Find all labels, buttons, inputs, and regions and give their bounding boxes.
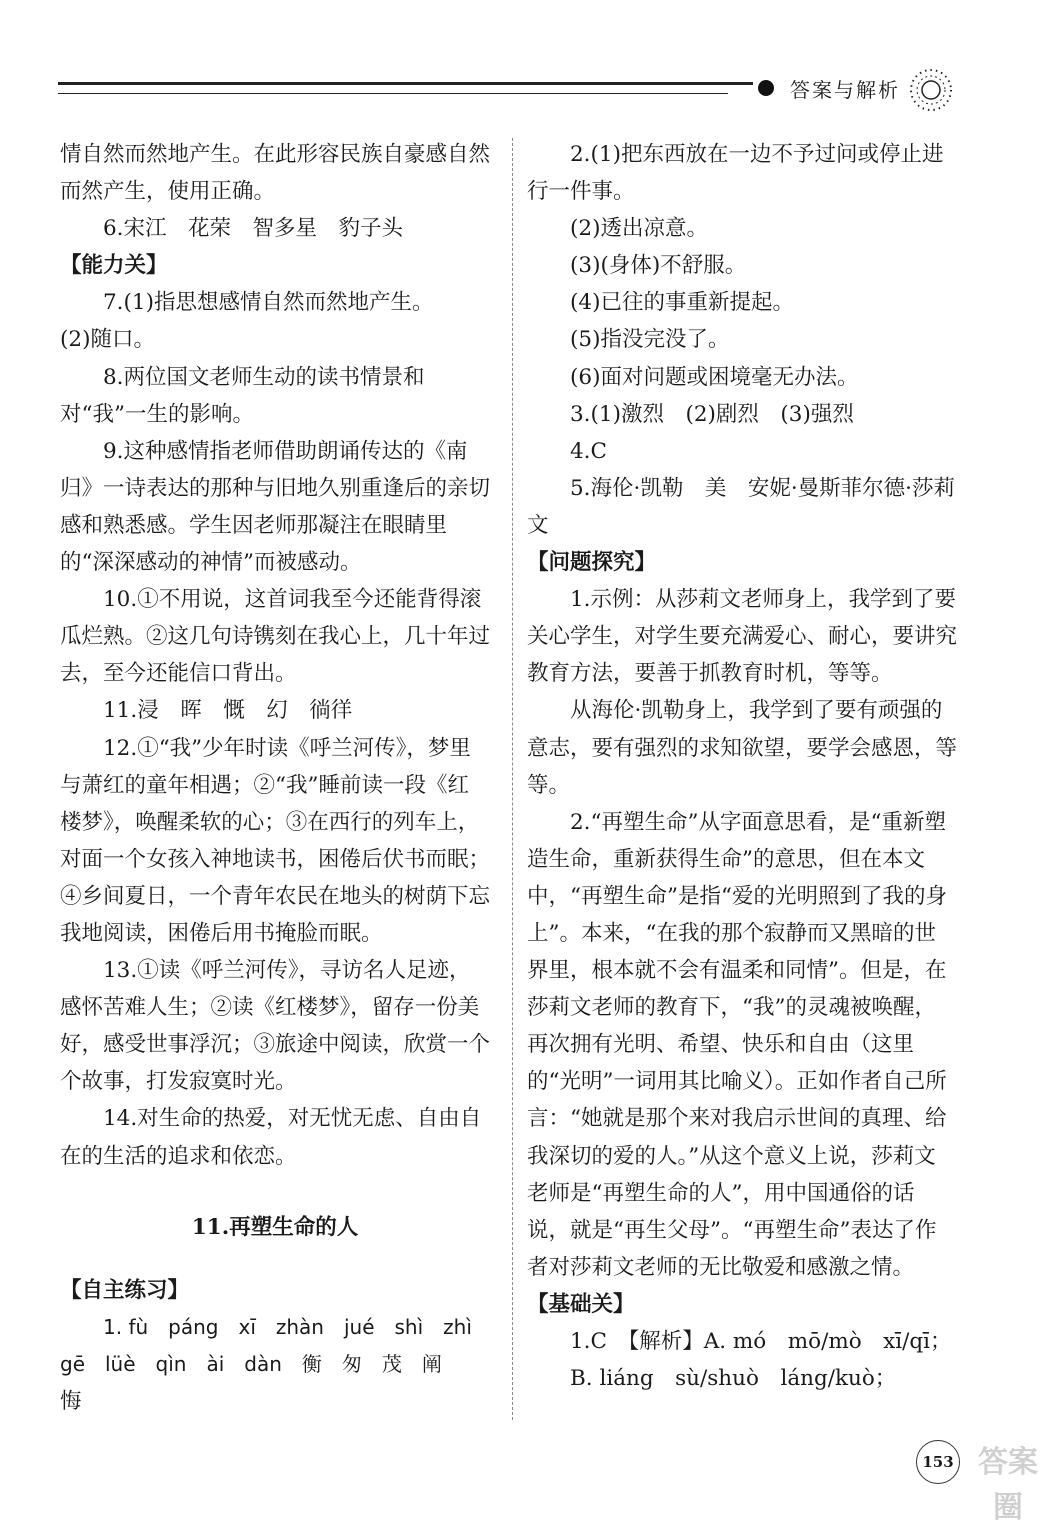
header-rule [58,82,753,85]
section-heading: 【自主练习】 [60,1277,190,1303]
answer-paragraph: 1.示例：从莎莉文老师身上，我学到了要关心学生，对学生要充满爱心、耐心，要讲究教育方法，要善于抓教育时机，等等。 [527,587,958,687]
answer-paragraph: (5)指没完没了。 [570,327,730,353]
answer-paragraph: 1. fù páng xī zhàn jué shì zhì [103,1314,472,1339]
answer-paragraph: 11.浸 晖 慨 幻 徜徉 [103,698,353,724]
article-title: 11.再塑生命的人 [191,1214,359,1240]
section-heading: 【问题探究】 [527,550,657,576]
answer-paragraph: 1.C 【解析】A. mó mō/mò xī/qī； [570,1329,952,1354]
answer-paragraph: 14.对生命的热爱，对无忧无虑、自由自在的生活的追求和依恋。 [60,1106,482,1169]
answer-paragraph: 8.两位国文老师生动的读书情景和对“我”一生的影响。 [60,364,425,427]
answer-paragraph: 情自然而然地产生。在此形容民族自豪感自然而然产生，使用正确。 [60,142,491,205]
answer-paragraph: 3.(1)激烈 (2)剧烈 (3)强烈 [570,401,854,427]
answer-paragraph: 12.①“我”少年时读《呼兰河传》，梦里与萧红的童年相遇；②“我”睡前读一段《红楼梦》，唤醒柔软的心；③在西行的列车上，对面一个女孩入神地读书，困倦后伏书而眠；④乡间夏日，一个青年农民在地头的树荫下忘我地阅读，困倦后用书掩脸而眠。 [60,735,491,946]
answer-paragraph: 13.①读《呼兰河传》，寻访名人足迹，感怀苦难人生；②读《红楼梦》，留存一份美好，感受世事浮沉；③旅途中阅读，欣赏一个个故事，打发寂寞时光。 [60,958,491,1095]
page-number: 153 [916,1440,960,1484]
answer-paragraph: (6)面对问题或困境毫无办法。 [570,364,859,390]
answer-paragraph: 从海伦·凯勒身上，我学到了要有顽强的意志，要有强烈的求知欲望，要学会感恩，等等。 [527,698,958,798]
answer-paragraph: 悔 [60,1389,82,1414]
answer-paragraph: (2)随口。 [60,327,155,353]
answer-paragraph: 2.(1)把东西放在一边不予过问或停止进行一件事。 [527,142,944,205]
answer-paragraph: gē lüè qìn ài dàn 衡 匆 茂 阐 [60,1351,442,1376]
right-column [527,136,957,1397]
answer-paragraph: (4)已往的事重新提起。 [570,290,794,316]
sun-ornament-icon [905,64,957,116]
answer-paragraph: 6.宋江 花荣 智多星 豹子头 [103,216,404,242]
section-heading: 【基础关】 [527,1291,635,1317]
answer-paragraph: 5.海伦·凯勒 美 安妮·曼斯菲尔德·莎莉文 [527,475,956,538]
running-header: 答案与解析 [790,78,900,102]
header-rule-thin [58,93,728,94]
answer-paragraph: 7.(1)指思想感情自然而然地产生。 [103,290,434,316]
section-heading: 【能力关】 [60,253,168,279]
answer-paragraph: 4.C [570,438,607,464]
column-divider [512,138,513,1420]
answer-paragraph: B. liáng sù/shuò láng/kuò； [570,1366,897,1392]
answer-paragraph: (2)透出凉意。 [570,216,708,242]
answer-paragraph: 9.这种感情指老师借助朗诵传达的《南归》一诗表达的那种与旧地久别重逢后的亲切感和熟悉感。学生因老师那凝注在眼睛里的“深深感动的神情”而被感动。 [60,438,491,576]
answer-paragraph: 10.①不用说，这首词我至今还能背得滚瓜烂熟。②这几句诗镌刻在我心上，几十年过去，至今还能信口背出。 [60,587,491,687]
watermark-logo: 答案 圈 [978,1445,1038,1525]
answer-paragraph: 2.“再塑生命”从字面意思看，是“重新塑造生命，重新获得生命”的意思，但在本文中，“再塑生命”是指“爱的光明照到了我的身上”。本来，“在我的那个寂静而又黑暗的世界里，根本就不会有温柔和同情”。但是，在莎莉文老师的教育下，“我”的灵魂被唤醒，再次拥有光明、希望、快乐和自由（这里的“光明”一词用其比喻义）。正如作者自己所言：“她就是那个来对我启示世间的真理、给我深切的爱的人。”从这个意义上说，莎莉文老师是“再塑生命的人”，用中国通俗的话说，就是“再生父母”。“再塑生命”表达了作者对莎莉文老师的无比敬爱和感激之情。 [527,809,947,1280]
bullet-icon [758,80,774,96]
left-column [60,136,490,1420]
answer-paragraph: (3)(身体)不舒服。 [570,253,747,279]
